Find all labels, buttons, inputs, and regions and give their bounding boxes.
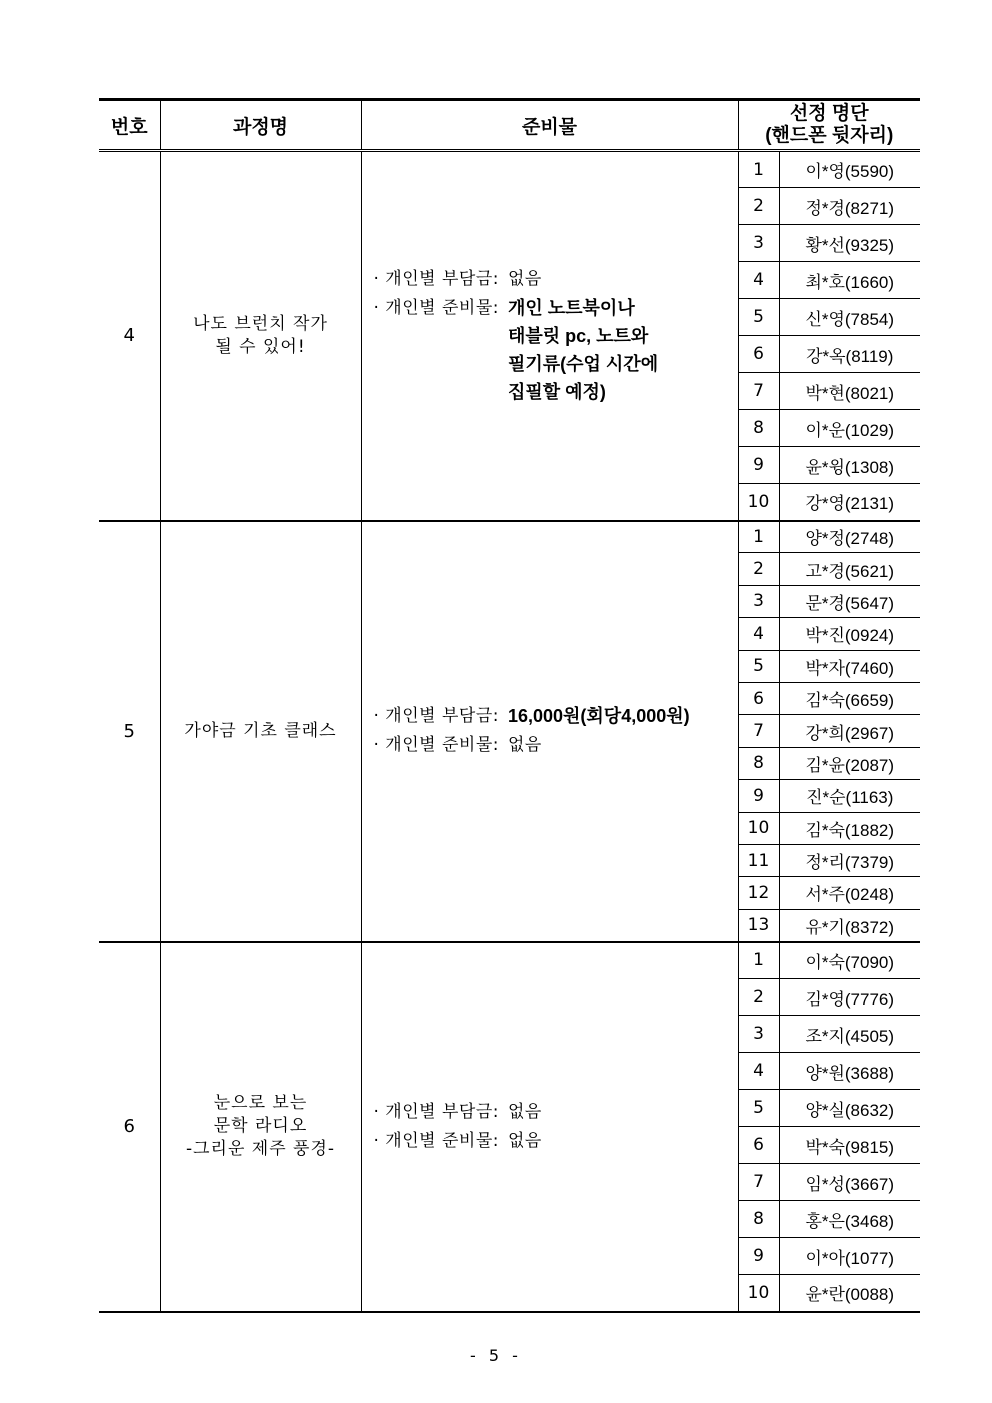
selection-index: 7 [738, 1164, 779, 1201]
selection-index: 5 [738, 650, 779, 682]
selected-person: 양*실(8632) [779, 1090, 920, 1127]
selection-index: 8 [738, 1201, 779, 1238]
selected-person: 강*영(2131) [779, 484, 920, 521]
preparation-details [361, 151, 738, 521]
selection-index: 6 [738, 682, 779, 714]
selection-index: 12 [738, 877, 779, 909]
selection-document [99, 98, 920, 1313]
table-header-row [99, 100, 920, 151]
course-name [160, 151, 361, 521]
selection-index: 1 [738, 942, 779, 979]
fee-line [374, 1098, 738, 1127]
supplies-line [374, 731, 738, 760]
fee-label: · 개인별 부담금: [373, 269, 499, 290]
selection-index: 6 [738, 336, 779, 373]
selected-person: 정*경(8271) [779, 188, 920, 225]
selected-person: 박*현(8021) [779, 373, 920, 410]
selected-person: 강*옥(8119) [779, 336, 920, 373]
selection-index: 7 [738, 373, 779, 410]
selected-person: 양*정(2748) [779, 521, 920, 553]
selection-index: 5 [738, 299, 779, 336]
selection-index: 1 [738, 521, 779, 553]
supplies-value: 없음 [507, 1130, 542, 1151]
course-name-line: -그리운 제주 풍경- [185, 1139, 336, 1160]
selection-index: 2 [738, 979, 779, 1016]
selection-index: 9 [738, 1238, 779, 1275]
table-row [99, 521, 920, 553]
header-selected-line2: (핸드폰 뒷자리) [765, 125, 894, 146]
selected-person: 이*아(1077) [779, 1238, 920, 1275]
course-name [160, 521, 361, 942]
selection-table [99, 98, 920, 1313]
selection-index: 6 [738, 1127, 779, 1164]
selected-person: 문*경(5647) [779, 585, 920, 617]
selected-person: 신*영(7854) [779, 299, 920, 336]
supplies-line [374, 294, 738, 406]
selected-person: 박*숙(9815) [779, 1127, 920, 1164]
selection-index: 9 [738, 447, 779, 484]
table-body [99, 151, 920, 1312]
selection-index: 4 [738, 618, 779, 650]
header-number: 번호 [99, 100, 160, 151]
fee-line [374, 265, 738, 294]
selection-index: 11 [738, 844, 779, 876]
selected-person: 고*경(5621) [779, 553, 920, 585]
supplies-label: · 개인별 준비물: [373, 298, 499, 319]
selected-person: 서*주(0248) [779, 877, 920, 909]
selected-person: 김*숙(1882) [779, 812, 920, 844]
page-number: - 5 - [470, 1346, 522, 1365]
fee-value: 없음 [507, 269, 542, 290]
selected-person: 임*성(3667) [779, 1164, 920, 1201]
selection-index: 8 [738, 747, 779, 779]
selection-index: 9 [738, 780, 779, 812]
selection-index: 4 [738, 262, 779, 299]
header-selected [738, 100, 920, 151]
selection-index: 2 [738, 553, 779, 585]
selected-person: 이*숙(7090) [779, 942, 920, 979]
course-number: 4 [99, 151, 160, 521]
fee-line [374, 702, 738, 731]
preparation-details [361, 521, 738, 942]
supplies-label: · 개인별 준비물: [373, 1130, 499, 1151]
supplies-line [374, 1127, 738, 1156]
selection-index: 13 [738, 909, 779, 941]
selected-person: 윤*란(0088) [779, 1275, 920, 1312]
fee-label: · 개인별 부담금: [373, 1101, 499, 1122]
supplies-value: 개인 노트북이나 태블릿 pc, 노트와 필기류(수업 시간에 집필할 예정) [507, 298, 659, 403]
selected-person: 박*자(7460) [779, 650, 920, 682]
fee-value: 16,000원(회당4,000원) [507, 706, 690, 727]
selected-person: 이*운(1029) [779, 410, 920, 447]
selected-person: 최*호(1660) [779, 262, 920, 299]
course-number: 5 [99, 521, 160, 942]
selection-index: 7 [738, 715, 779, 747]
fee-value: 없음 [507, 1101, 542, 1122]
selection-index: 5 [738, 1090, 779, 1127]
selected-person: 황*선(9325) [779, 225, 920, 262]
course-name-line: 될 수 있어! [215, 336, 306, 357]
supplies-label: · 개인별 준비물: [373, 735, 499, 756]
supplies-value: 없음 [507, 735, 542, 756]
selected-person: 김*윤(2087) [779, 747, 920, 779]
header-course: 과정명 [160, 100, 361, 151]
course-number: 6 [99, 942, 160, 1312]
selected-person: 김*숙(6659) [779, 682, 920, 714]
course-name-line: 나도 브런치 작가 [193, 313, 328, 334]
course-name-line: 눈으로 보는 [213, 1093, 308, 1114]
selection-index: 10 [738, 812, 779, 844]
selected-person: 이*영(5590) [779, 151, 920, 188]
selection-index: 10 [738, 1275, 779, 1312]
course-name [160, 942, 361, 1312]
selected-person: 홍*은(3468) [779, 1201, 920, 1238]
selected-person: 윤*윙(1308) [779, 447, 920, 484]
course-name-line: 가야금 기초 클래스 [184, 720, 337, 741]
selection-index: 8 [738, 410, 779, 447]
preparation-details [361, 942, 738, 1312]
selected-person: 진*순(1163) [779, 780, 920, 812]
selection-index: 3 [738, 585, 779, 617]
selection-index: 4 [738, 1053, 779, 1090]
table-row [99, 942, 920, 979]
selection-index: 1 [738, 151, 779, 188]
selected-person: 유*기(8372) [779, 909, 920, 941]
selected-person: 박*진(0924) [779, 618, 920, 650]
selected-person: 강*희(2967) [779, 715, 920, 747]
selected-person: 조*지(4505) [779, 1016, 920, 1053]
selected-person: 정*리(7379) [779, 844, 920, 876]
selected-person: 양*원(3688) [779, 1053, 920, 1090]
header-selected-line1: 선정 명단 [789, 103, 869, 124]
selection-index: 2 [738, 188, 779, 225]
table-row [99, 151, 920, 188]
selection-index: 10 [738, 484, 779, 521]
fee-label: · 개인별 부담금: [373, 706, 499, 727]
selection-index: 3 [738, 1016, 779, 1053]
selection-index: 3 [738, 225, 779, 262]
header-preparation: 준비물 [361, 100, 738, 151]
course-name-line: 문학 라디오 [213, 1116, 308, 1137]
selected-person: 김*영(7776) [779, 979, 920, 1016]
